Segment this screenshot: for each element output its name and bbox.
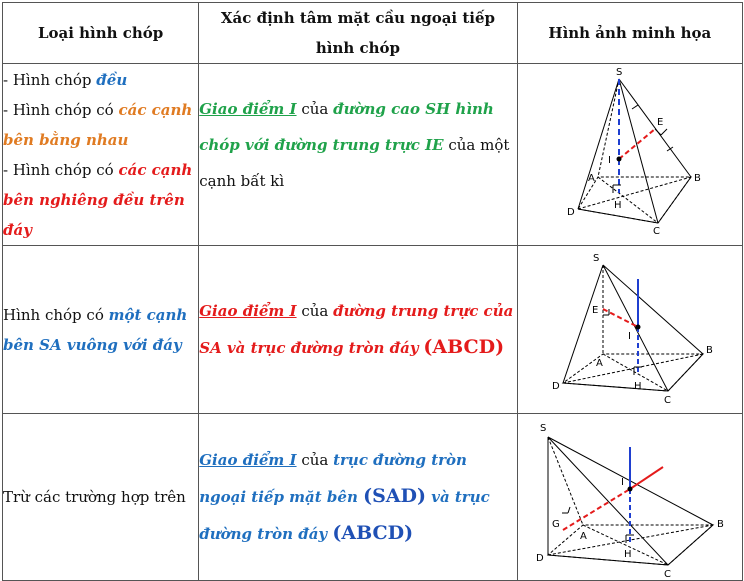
row1-type-line1: - Hình chóp đều: [3, 70, 128, 89]
label-h: H: [633, 380, 642, 392]
label-b: B: [716, 518, 724, 530]
row1-figure-cell: [517, 64, 742, 246]
label-b: B: [705, 344, 713, 356]
label-s: S: [592, 252, 600, 264]
regular-pyramid-figure: [518, 65, 743, 245]
label-c: C: [652, 225, 660, 237]
row3-type: Trừ các trường hợp trên: [3, 414, 199, 581]
label-i: I: [620, 476, 624, 488]
row2-type: Hình chóp có một cạnh bên SA vuông với đáy: [3, 246, 199, 414]
row3-center: Giao điểm I của trục đường tròn ngoại tiếp mặt bên (SAD) và trục đường tròn đáy (ABCD): [199, 414, 517, 581]
label-b: B: [693, 172, 701, 184]
label-h: H: [623, 548, 632, 560]
label-g: G: [551, 518, 560, 530]
row1-center: Giao điểm I của đường cao SH hình chóp với đường trung trực IE của một cạnh bất kì: [199, 64, 517, 246]
header-illustration: Hình ảnh minh họa: [517, 3, 742, 64]
row2-figure-cell: [517, 246, 742, 414]
row3-figure-cell: [517, 414, 742, 581]
general-pyramid-figure: [518, 415, 743, 580]
pyramid-table: [2, 2, 743, 581]
label-a: A: [579, 530, 587, 542]
label-h: H: [613, 199, 622, 211]
label-i: I: [627, 330, 631, 342]
label-d: D: [535, 552, 544, 564]
label-s: S: [615, 66, 623, 78]
label-d: D: [551, 380, 560, 392]
header-sphere-center: Xác định tâm mặt cầu ngoại tiếp hình chóp: [199, 3, 517, 64]
label-c: C: [663, 394, 671, 406]
row1-type: [3, 64, 199, 246]
label-e: E: [656, 116, 663, 128]
header-pyramid-type: Loại hình chóp: [3, 3, 199, 64]
label-i: I: [607, 154, 611, 166]
label-a: A: [587, 172, 595, 184]
label-a: A: [595, 357, 603, 369]
row1-type-line2: - Hình chóp có các cạnh bên bằng nhau: [3, 100, 193, 149]
label-s: S: [539, 422, 547, 434]
row1-type-line3: - Hình chóp có các cạnh bên nghiêng đều trên đáy: [3, 160, 193, 239]
label-e: E: [591, 304, 598, 316]
label-c: C: [663, 568, 671, 580]
row2-center: Giao điểm I của đường trung trực của SA và trục đường tròn đáy (ABCD): [199, 246, 517, 414]
label-d: D: [566, 206, 575, 218]
perpendicular-edge-pyramid-figure: [518, 247, 743, 413]
